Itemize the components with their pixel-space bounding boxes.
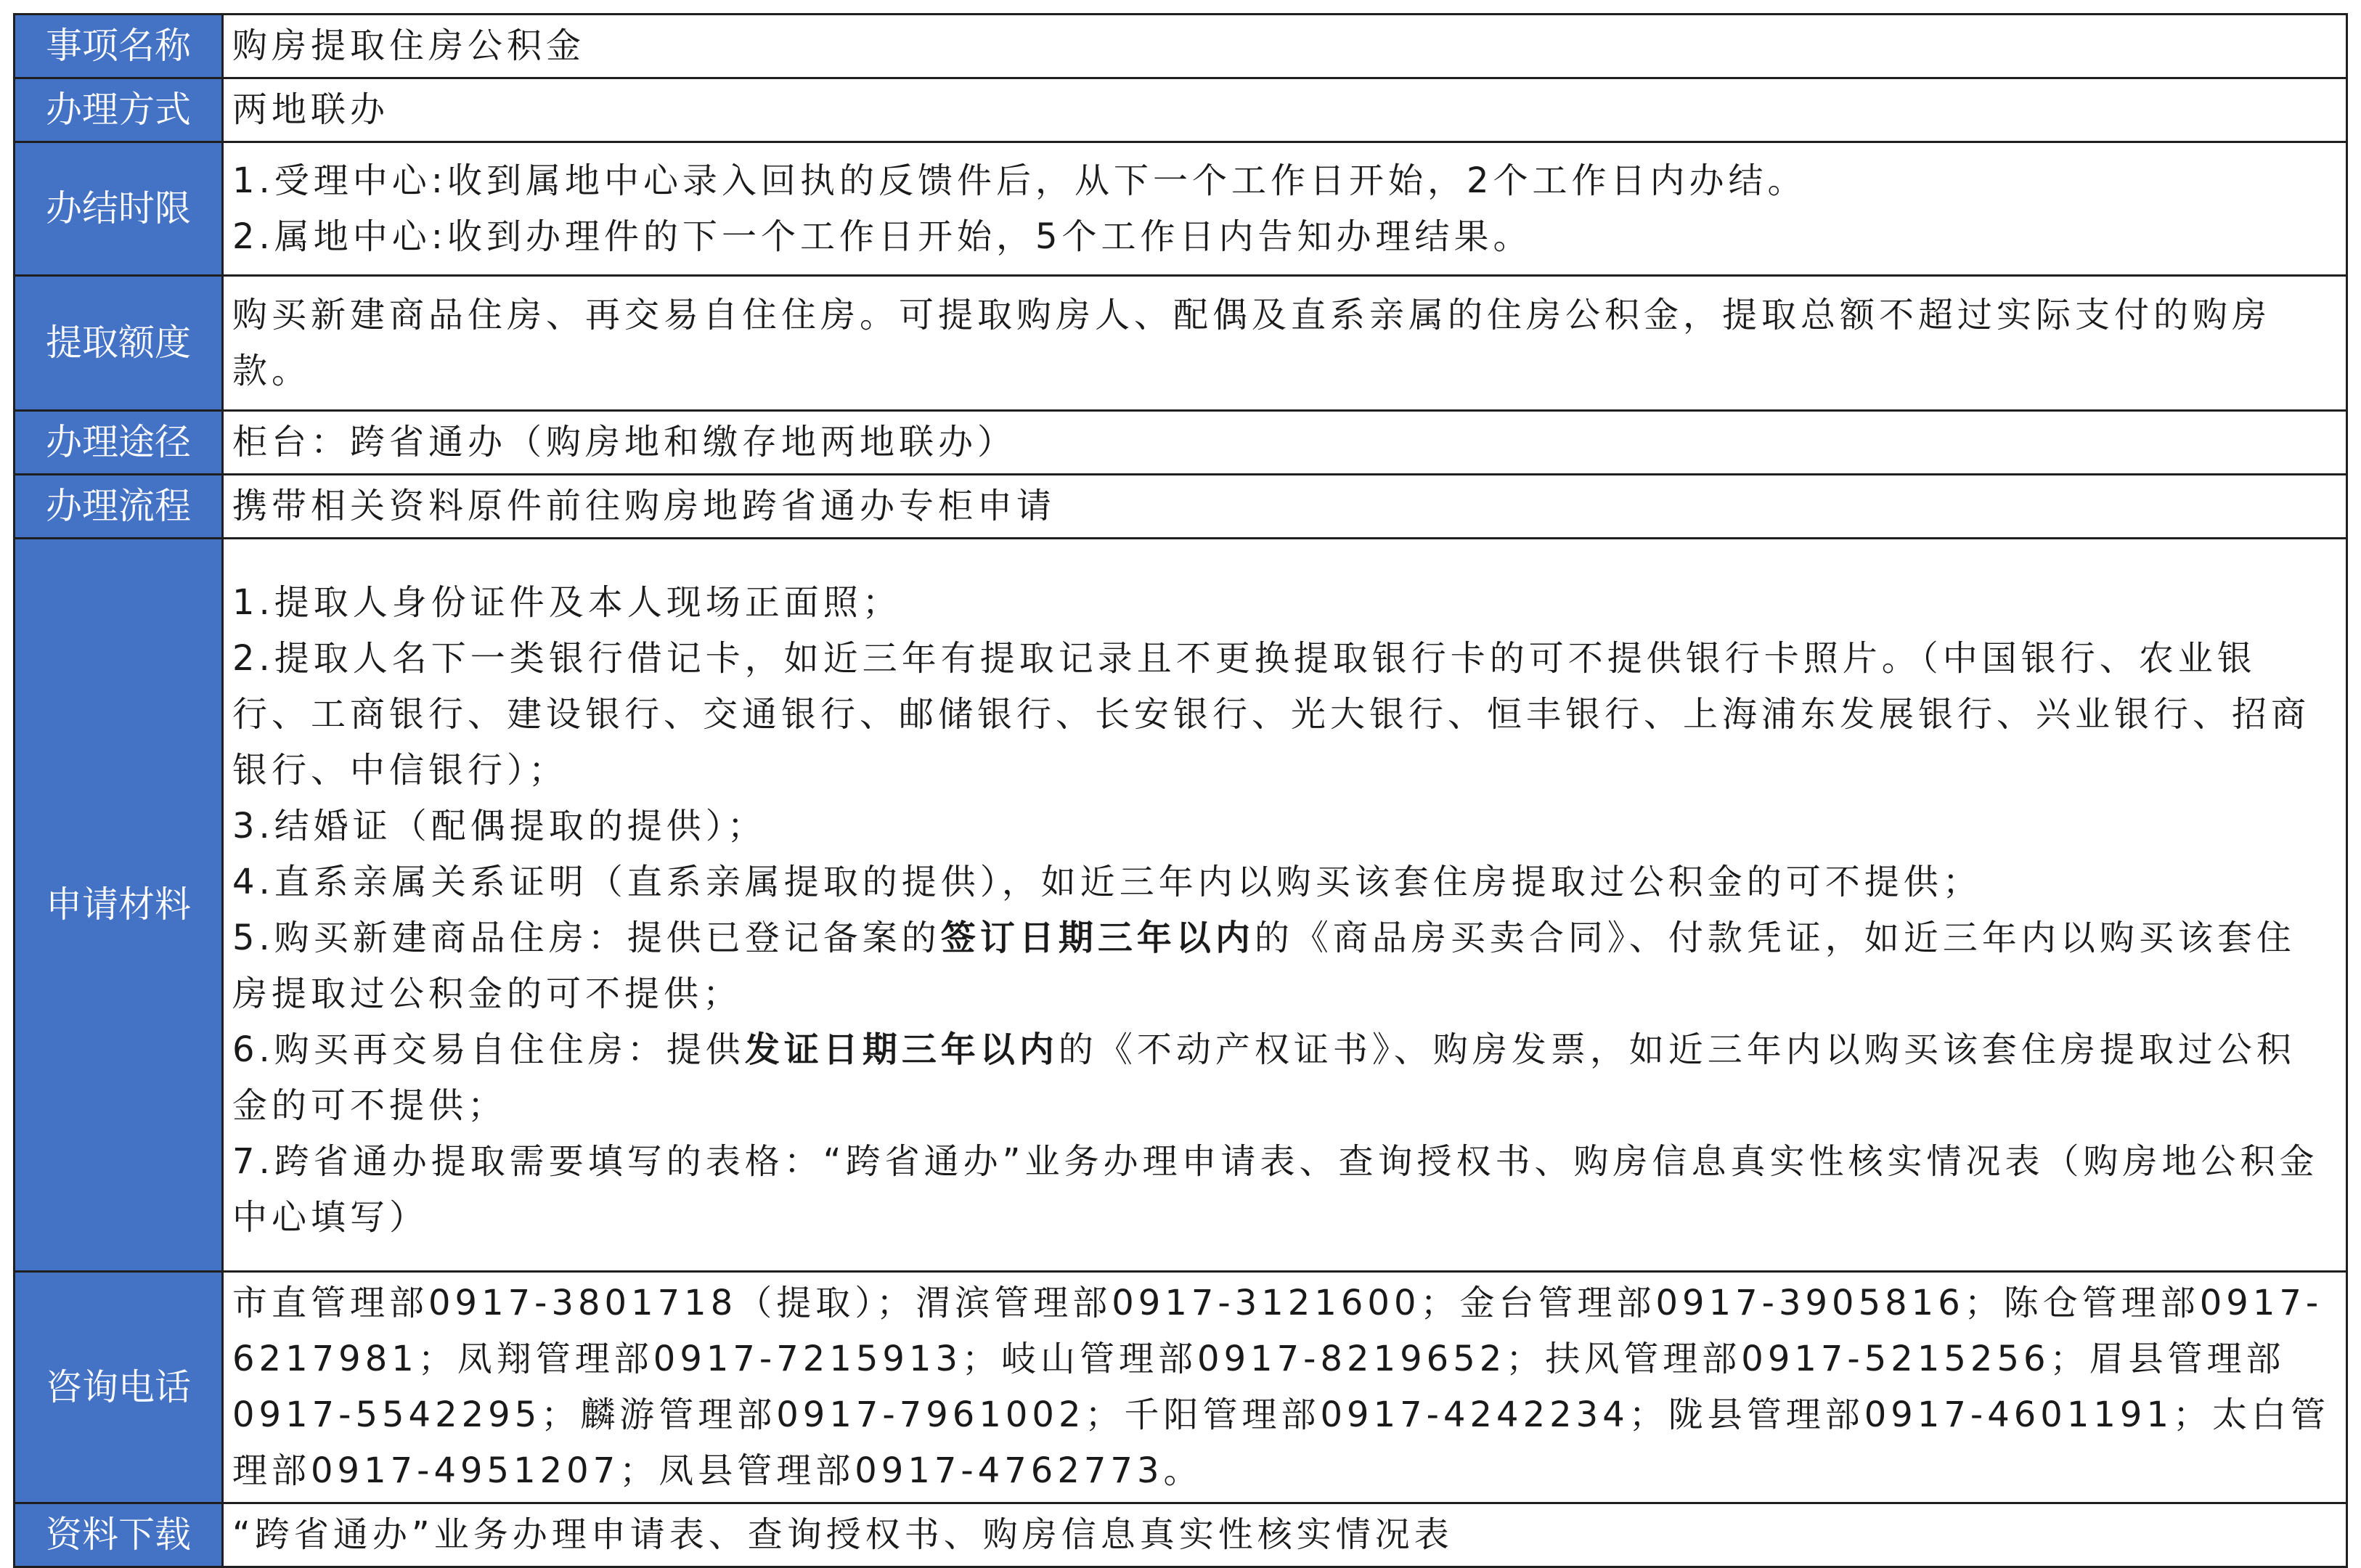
row-download [15, 1503, 2347, 1567]
material-item-4: 4.直系亲属关系证明（直系亲属提取的提供），如近三年内以购买该套住房提取过公积金的可不提供； [232, 861, 1982, 902]
value-download: “跨省通办”业务办理申请表、查询授权书、购房信息真实性核实情况表 [223, 1503, 2347, 1567]
label-download: 资料下载 [15, 1503, 223, 1567]
value-item-name: 购房提取住房公积金 [223, 15, 2347, 78]
value-phone: 市直管理部0917-3801718（提取）；渭滨管理部0917-3121600；金台管理部0917-3905816；陈仓管理部0917-6217981；凤翔管理部0917-7215913；岐山管理部0917-8219652；扶风管理部0917-5215256；眉县管理部0917-5542295；麟游管理部0917-7961002；千阳管理部0917-4242234；陇县管理部0917-4601191；太白管理部0917-4951207；凤县管理部0917-4762773。 [223, 1272, 2347, 1503]
label-time-limit: 办结时限 [15, 142, 223, 276]
material-item-6-highlight: 发证日期三年以内 [744, 1029, 1059, 1070]
row-time-limit [15, 142, 2347, 276]
label-channel: 办理途径 [15, 411, 223, 475]
row-materials [15, 539, 2347, 1272]
material-item-5-highlight: 签订日期三年以内 [940, 917, 1255, 958]
row-phone [15, 1272, 2347, 1503]
row-method [15, 78, 2347, 142]
label-method: 办理方式 [15, 78, 223, 142]
label-materials: 申请材料 [15, 539, 223, 1272]
label-amount: 提取额度 [15, 276, 223, 411]
material-item-3: 3.结婚证（配偶提取的提供）； [232, 805, 767, 846]
value-method: 两地联办 [223, 78, 2347, 142]
material-item-1: 1.提取人身份证件及本人现场正面照； [232, 581, 902, 623]
label-phone: 咨询电话 [15, 1272, 223, 1503]
material-item-7: 7.跨省通办提取需要填写的表格：“跨省通办”业务办理申请表、查询授权书、购房信息真实性核实情况表（购房地公积金中心填写） [232, 1140, 2319, 1238]
time-limit-line-1: 1.受理中心:收到属地中心录入回执的反馈件后，从下一个工作日开始，2个工作日内办结。 [232, 160, 1807, 201]
value-channel: 柜台：跨省通办（购房地和缴存地两地联办） [223, 411, 2347, 475]
row-item-name [15, 15, 2347, 78]
info-table [13, 13, 2348, 1568]
value-amount: 购买新建商品住房、再交易自住住房。可提取购房人、配偶及直系亲属的住房公积金，提取总额不超过实际支付的购房款。 [223, 276, 2347, 411]
label-item-name: 事项名称 [15, 15, 223, 78]
material-item-6-pre: 6.购买再交易自住住房：提供 [232, 1029, 745, 1070]
row-process [15, 475, 2347, 539]
value-materials [223, 539, 2347, 1272]
row-channel [15, 411, 2347, 475]
value-time-limit [223, 142, 2347, 276]
row-amount [15, 276, 2347, 411]
material-item-5-pre: 5.购买新建商品住房：提供已登记备案的 [232, 917, 941, 958]
time-limit-line-2: 2.属地中心:收到办理件的下一个工作日开始，5个工作日内告知办理结果。 [232, 216, 1533, 257]
material-item-5 [232, 910, 2334, 1022]
value-process: 携带相关资料原件前往购房地跨省通办专柜申请 [223, 475, 2347, 539]
label-process: 办理流程 [15, 475, 223, 539]
material-item-6 [232, 1022, 2334, 1134]
material-item-5-post: 的《商品房买卖合同》、付款凭证，如近三年内以购买该套住房提取过公积金的可不提供； [232, 917, 2296, 1014]
material-item-2: 2.提取人名下一类银行借记卡，如近三年有提取记录且不更换提取银行卡的可不提供银行卡照片。（中国银行、农业银行、工商银行、建设银行、交通银行、邮储银行、长安银行、光大银行、恒丰银行、上海浦东发展银行、兴业银行、招商银行、中信银行）； [232, 637, 2311, 791]
material-item-6-post: 的《不动产权证书》、购房发票，如近三年内以购买该套住房提取过公积金的可不提供； [232, 1029, 2296, 1126]
